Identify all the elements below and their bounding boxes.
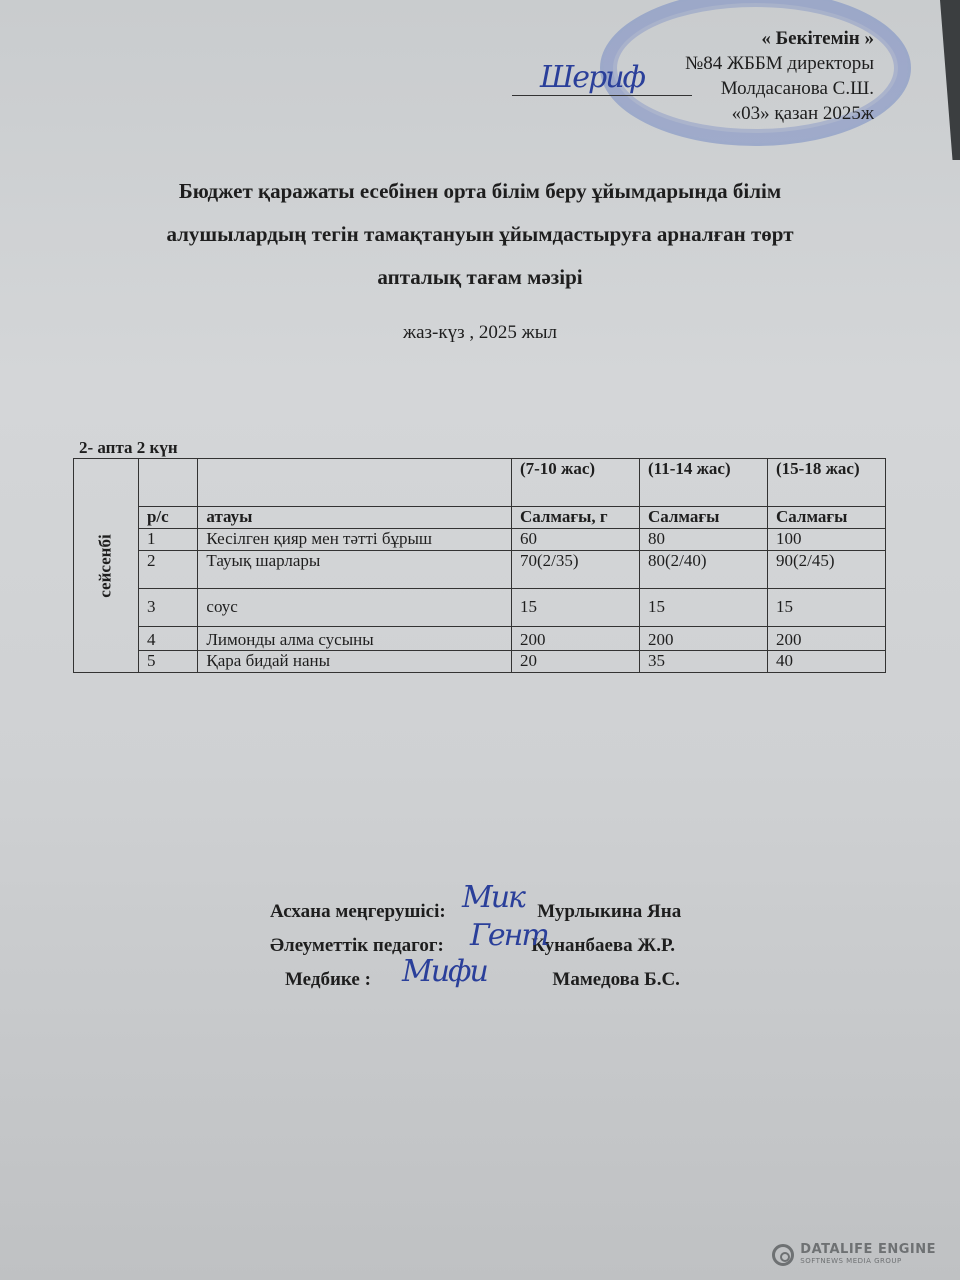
table-row <box>74 627 886 651</box>
row-weight-a: 70(2/35) <box>511 551 639 589</box>
director-signature-line <box>512 95 692 96</box>
age-group-2: (11-14 жас) <box>639 459 767 507</box>
age-group-3: (15-18 жас) <box>768 459 886 507</box>
row-weight-a: 20 <box>511 651 639 673</box>
header-row <box>74 507 886 529</box>
director-signature: Шериф <box>540 60 644 95</box>
week-day-label: 2- апта 2 күн <box>79 438 178 457</box>
signature-name: Кунанбаева Ж.Р. <box>531 935 675 956</box>
row-weight-b: 200 <box>639 627 767 651</box>
header-num: р/с <box>138 507 197 529</box>
table-row <box>74 589 886 627</box>
empty-cell <box>138 459 197 507</box>
datalife-logo-icon <box>772 1244 794 1266</box>
row-num: 4 <box>138 627 197 651</box>
approval-director-name: Молдасанова С.Ш. <box>720 78 874 99</box>
handwritten-signature: Мифи <box>402 954 487 989</box>
watermark-subtitle: SOFTNEWS MEDIA GROUP <box>800 1257 902 1265</box>
row-name: Кесілген қияр мен тәтті бұрыш <box>198 529 512 551</box>
approval-heading: « Бекітемін » <box>761 28 874 49</box>
table-row <box>74 651 886 673</box>
handwritten-signature: Мик <box>462 880 524 915</box>
desk-background-edge <box>910 0 960 160</box>
menu-table <box>73 458 886 673</box>
row-weight-c: 200 <box>768 627 886 651</box>
row-weight-b: 15 <box>639 589 767 627</box>
age-group-1: (7-10 жас) <box>511 459 639 507</box>
signature-name: Мамедова Б.С. <box>552 969 680 990</box>
day-cell <box>74 459 139 673</box>
title-line-2: алушылардың тегін тамақтануын ұйымдастыруға арналған төрт <box>166 222 794 246</box>
row-weight-b: 80 <box>639 529 767 551</box>
row-weight-c: 100 <box>768 529 886 551</box>
approval-position: №84 ЖББМ директоры <box>685 53 874 74</box>
handwritten-signature: Гент <box>470 918 548 953</box>
row-num: 2 <box>138 551 197 589</box>
row-name: соус <box>198 589 512 627</box>
row-name: Тауық шарлары <box>198 551 512 589</box>
title-line-3: апталық тағам мәзірі <box>377 265 583 289</box>
title-line-1: Бюджет қаражаты есебінен орта білім беру ұйымдарында білім <box>178 179 782 203</box>
row-num: 1 <box>138 529 197 551</box>
approval-block <box>685 26 874 126</box>
row-weight-c: 90(2/45) <box>768 551 886 589</box>
day-label: сейсенбі <box>95 533 115 598</box>
row-weight-b: 35 <box>639 651 767 673</box>
header-name: атауы <box>198 507 512 529</box>
document-title <box>100 170 860 299</box>
watermark <box>772 1243 936 1266</box>
row-weight-a: 60 <box>511 529 639 551</box>
header-weight-a: Салмағы, г <box>511 507 639 529</box>
row-weight-c: 15 <box>768 589 886 627</box>
row-num: 3 <box>138 589 197 627</box>
header-weight-b: Салмағы <box>639 507 767 529</box>
row-weight-a: 15 <box>511 589 639 627</box>
signature-role: Медбике : <box>285 969 371 990</box>
row-weight-c: 40 <box>768 651 886 673</box>
signature-name: Мурлыкина Яна <box>537 901 682 922</box>
row-weight-a: 200 <box>511 627 639 651</box>
empty-cell <box>198 459 512 507</box>
row-name: Лимонды алма сусыны <box>198 627 512 651</box>
row-num: 5 <box>138 651 197 673</box>
header-weight-c: Салмағы <box>768 507 886 529</box>
age-group-row <box>74 459 886 507</box>
signature-role: Асхана меңгерушісі: <box>270 901 446 922</box>
season-label: жаз-күз , 2025 жыл <box>402 322 557 343</box>
signature-role: Әлеуметтік педагог: <box>270 935 444 956</box>
approval-date: «03» қазан 2025ж <box>731 103 874 124</box>
watermark-title: DATALIFE ENGINE <box>800 1242 936 1257</box>
table-row <box>74 529 886 551</box>
row-weight-b: 80(2/40) <box>639 551 767 589</box>
table-row <box>74 551 886 589</box>
row-name: Қара бидай наны <box>198 651 512 673</box>
